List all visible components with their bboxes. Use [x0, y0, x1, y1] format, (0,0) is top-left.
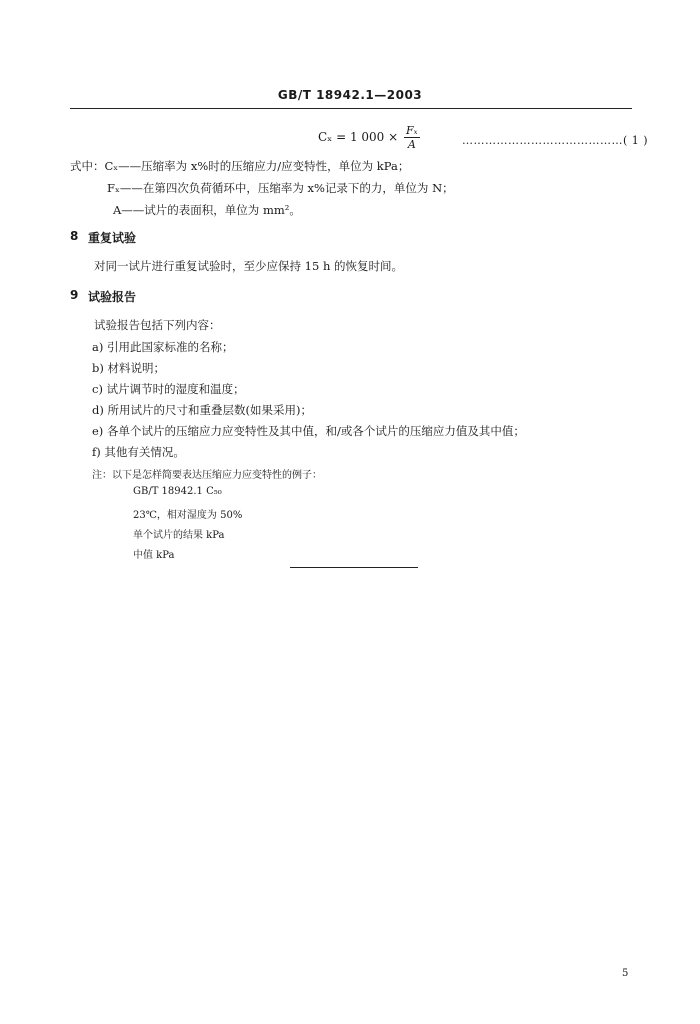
report-item-a: a) 引用此国家标准的名称；	[92, 340, 234, 354]
report-item-b: b) 材料说明；	[92, 361, 166, 375]
definition-cx: 式中：Cₓ——压缩率为 x%时的压缩应力/应变特性，单位为 kPa；	[70, 159, 410, 173]
section-9-title: 试验报告	[88, 290, 137, 304]
header-rule	[70, 108, 632, 109]
formula-leader: ……………………………………	[462, 134, 623, 147]
formula-denominator: A	[407, 138, 416, 151]
definition-a: A——试片的表面积，单位为 mm²。	[113, 203, 301, 217]
section-9-number: 9	[70, 288, 79, 302]
section-9-intro: 试验报告包括下列内容：	[94, 318, 221, 332]
formula-1	[318, 124, 420, 151]
end-rule	[290, 567, 418, 568]
formula-fraction	[404, 124, 420, 151]
definition-fx: Fₓ——在第四次负荷循环中，压缩率为 x%记录下的力，单位为 N；	[107, 181, 454, 195]
standard-header: GB/T 18942.1—2003	[277, 88, 423, 102]
report-item-d: d) 所用试片的尺寸和重叠层数(如果采用)；	[92, 403, 312, 417]
note-line-2: 23℃，相对湿度为 50%	[133, 510, 243, 521]
report-item-c: c) 试片调节时的湿度和温度；	[92, 382, 245, 396]
section-8-title: 重复试验	[88, 231, 137, 245]
report-item-e: e) 各单个试片的压缩应力应变特性及其中值，和/或各个试片的压缩应力值及其中值；	[92, 424, 525, 438]
report-item-f: f) 其他有关情况。	[92, 445, 185, 459]
note-label: 注：以下是怎样简要表达压缩应力应变特性的例子：	[92, 470, 322, 481]
page-number: 5	[622, 968, 629, 979]
note-line-4: 中值 kPa	[133, 550, 175, 561]
formula-number-line	[462, 134, 648, 147]
note-line-3: 单个试片的结果 kPa	[133, 530, 225, 541]
formula-numerator: Fₓ	[406, 124, 418, 137]
formula-number: ( 1 )	[623, 134, 649, 147]
section-8-text: 对同一试片进行重复试验时，至少应保持 15 h 的恢复时间。	[94, 259, 404, 273]
note-line-1: GB/T 18942.1 C₅₀	[133, 486, 222, 497]
formula-lhs: Cₓ = 1 000 ×	[318, 130, 399, 144]
section-8-number: 8	[70, 229, 79, 243]
